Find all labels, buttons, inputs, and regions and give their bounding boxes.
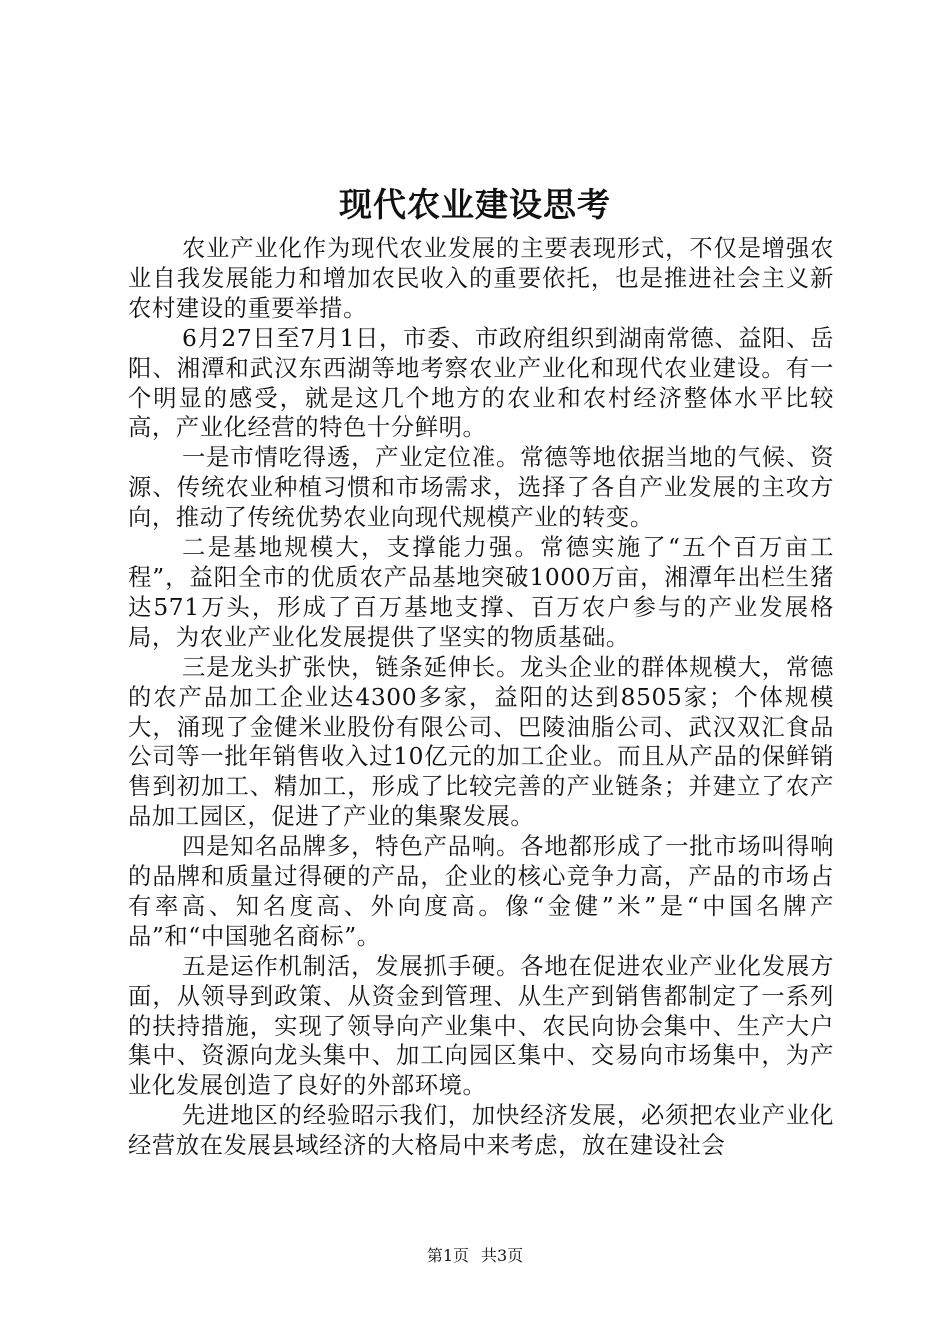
document-title: 现代农业建设思考: [339, 185, 611, 224]
page-footer: [0, 1245, 950, 1267]
paragraph-point-three: 三是龙头扩张快，链条延伸长。龙头企业的群体规模大，常德的农产品加工企业达4300多家，益阳的达到8505家；个体规模大，涌现了金健米业股份有限公司、巴陵油脂公司、武汉双汇食品公司等一批年销售收入过10亿元的加工企业。而且从产品的保鲜销售到初加工、精加工，形成了比较完善的产业链条；并建立了农产品加工园区，促进了产业的集聚发展。: [128, 653, 834, 831]
paragraph-conclusion: 先进地区的经验昭示我们，加快经济发展，必须把农业产业化经营放在发展县域经济的大格局中来考虑，放在建设社会: [128, 1102, 834, 1160]
paragraph-point-two: 二是基地规模大，支撑能力强。常德实施了“五个百万亩工程”，益阳全市的优质农产品基地突破1000万亩，湘潭年出栏生猪达571万头，形成了百万基地支撑、百万农户参与的产业发展格局，为农业产业化发展提供了坚实的物质基础。: [128, 534, 834, 651]
document-body: [128, 234, 834, 1161]
paragraph-inspection: 6月27日至7月1日，市委、市政府组织到湖南常德、益阳、岳阳、湘潭和武汉东西湖等地考察农业产业化和现代农业建设。有一个明显的感受，就是这几个地方的农业和农村经济整体水平比较高，产业化经营的特色十分鲜明。: [128, 324, 834, 442]
paragraph-point-one: 一是市情吃得透，产业定位准。常德等地依据当地的气候、资源、传统农业种植习惯和市场需求，选择了各自产业发展的主攻方向，推动了传统优势农业向现代规模产业的转变。: [128, 444, 834, 532]
page-number: 第1页: [426, 1246, 469, 1265]
paragraph-intro: 农业产业化作为现代农业发展的主要表现形式，不仅是增强农业自我发展能力和增加农民收入的重要依托，也是推进社会主义新农村建设的重要举措。: [128, 235, 834, 322]
paragraph-point-five: 五是运作机制活，发展抓手硬。各地在促进农业产业化发展方面，从领导到政策、从资金到管理、从生产到销售都制定了一系列的扶持措施，实现了领导向产业集中、农民向协会集中、生产大户集中、资源向龙头集中、加工向园区集中、交易向市场集中，为产业化发展创造了良好的外部环境。: [128, 952, 834, 1100]
paragraph-point-four: 四是知名品牌多，特色产品响。各地都形成了一批市场叫得响的品牌和质量过得硬的产品，企业的核心竞争力高，产品的市场占有率高、知名度高、外向度高。像“金健”米”是“中国名牌产品”和“中国驰名商标”。: [128, 833, 834, 950]
page-total: 共3页: [481, 1246, 524, 1265]
